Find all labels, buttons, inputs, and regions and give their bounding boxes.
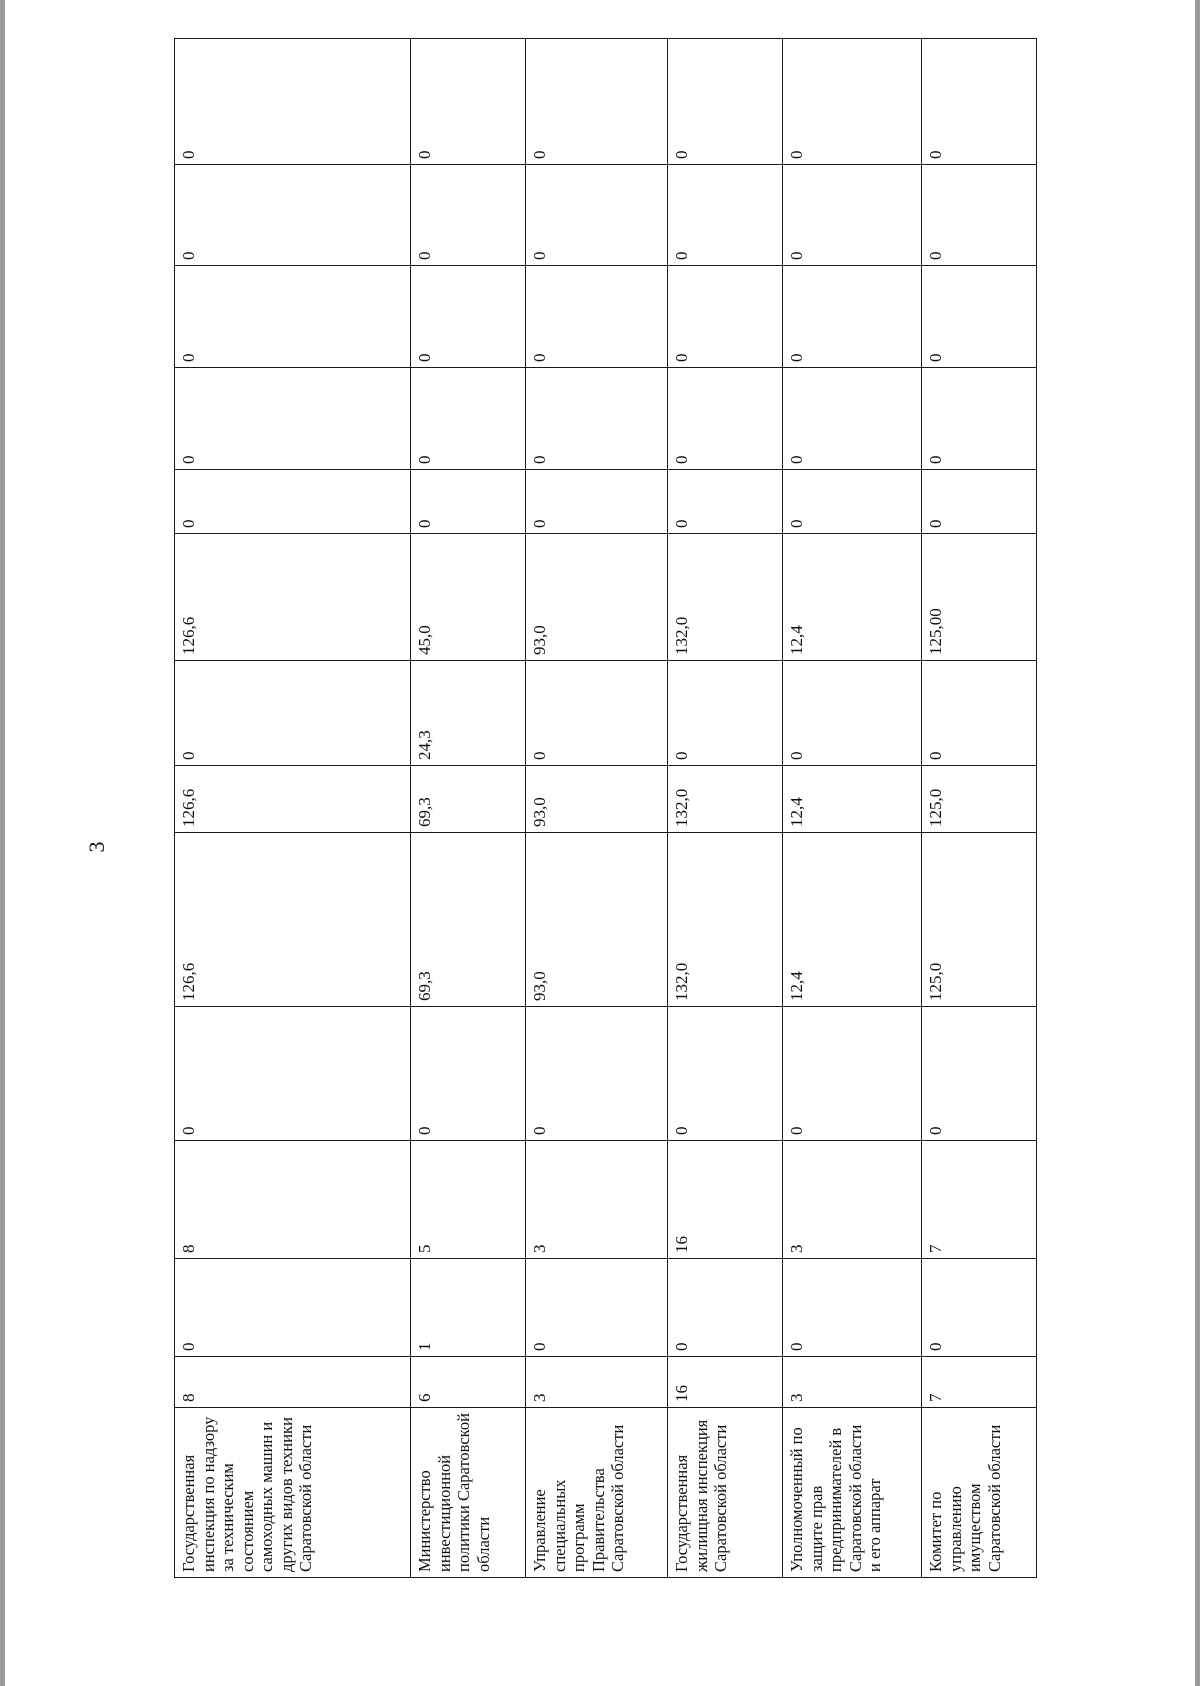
value-cell: 0 [783,165,922,266]
value-cell: 6 [411,1357,526,1408]
value-cell: 12,4 [783,534,922,661]
value-cell: 0 [668,266,783,368]
value-cell: 0 [668,470,783,534]
value-cell: 125,0 [922,833,1037,1007]
page-number: 3 [84,841,109,853]
value-cell: 132,0 [668,534,783,661]
value-cell: 0 [175,266,411,368]
value-cell: 126,6 [175,766,411,833]
value-cell: 0 [411,368,526,470]
value-cell: 0 [175,165,411,266]
value-cell: 5 [411,1141,526,1259]
value-cell: 0 [411,266,526,368]
value-cell: 7 [922,1357,1037,1408]
table-row [922,39,1037,1578]
value-cell: 0 [175,1007,411,1141]
scan-edge-left [0,0,5,1686]
value-cell: 132,0 [668,766,783,833]
value-cell: 125,00 [922,534,1037,661]
value-cell: 0 [783,470,922,534]
value-cell: 16 [668,1141,783,1259]
value-cell: 3 [526,1141,668,1259]
value-cell: 8 [175,1141,411,1259]
value-cell: 0 [175,39,411,165]
value-cell: 0 [922,266,1037,368]
org-name-cell: Уполномоченный по защите прав предпринимателей в Саратовской области и его аппарат [783,1408,922,1578]
value-cell: 0 [783,368,922,470]
value-cell: 93,0 [526,833,668,1007]
value-cell: 126,6 [175,534,411,661]
value-cell: 0 [411,1007,526,1141]
value-cell: 0 [175,1259,411,1357]
value-cell: 0 [175,470,411,534]
data-table [174,38,1037,1578]
value-cell: 0 [668,368,783,470]
value-cell: 0 [411,470,526,534]
table-row [411,39,526,1578]
value-cell: 0 [783,661,922,766]
value-cell: 0 [175,368,411,470]
value-cell: 132,0 [668,833,783,1007]
value-cell: 0 [175,661,411,766]
value-cell: 69,3 [411,833,526,1007]
value-cell: 0 [922,1007,1037,1141]
org-name-cell: Комитет по управлению имуществом Саратовской области [922,1408,1037,1578]
value-cell: 0 [668,165,783,266]
value-cell: 0 [411,39,526,165]
value-cell: 0 [922,1259,1037,1357]
value-cell: 0 [526,368,668,470]
scan-edge-right [1195,0,1200,1686]
value-cell: 126,6 [175,833,411,1007]
table-row [668,39,783,1578]
value-cell: 0 [411,165,526,266]
value-cell: 3 [783,1141,922,1259]
value-cell: 1 [411,1259,526,1357]
value-cell: 0 [526,1259,668,1357]
value-cell: 3 [526,1357,668,1408]
value-cell: 0 [668,1259,783,1357]
value-cell: 125,0 [922,766,1037,833]
value-cell: 0 [526,39,668,165]
value-cell: 0 [526,165,668,266]
value-cell: 0 [526,470,668,534]
value-cell: 0 [922,165,1037,266]
value-cell: 0 [783,39,922,165]
value-cell: 0 [526,1007,668,1141]
value-cell: 24,3 [411,661,526,766]
table-body [175,39,1037,1578]
value-cell: 0 [668,661,783,766]
value-cell: 0 [783,266,922,368]
table-row [175,39,411,1578]
value-cell: 0 [783,1259,922,1357]
value-cell: 0 [668,1007,783,1141]
org-name-cell: Министерство инвестиционной политики Саратовской области [411,1408,526,1578]
value-cell: 12,4 [783,766,922,833]
value-cell: 0 [922,39,1037,165]
value-cell: 0 [922,368,1037,470]
value-cell: 0 [526,266,668,368]
value-cell: 45,0 [411,534,526,661]
value-cell: 8 [175,1357,411,1408]
value-cell: 0 [922,470,1037,534]
value-cell: 0 [668,39,783,165]
value-cell: 12,4 [783,833,922,1007]
value-cell: 69,3 [411,766,526,833]
value-cell: 93,0 [526,534,668,661]
value-cell: 0 [783,1007,922,1141]
table-row [526,39,668,1578]
org-name-cell: Управление специальных программ Правительства Саратовской области [526,1408,668,1578]
rotated-table-wrapper [174,39,1036,1578]
value-cell: 0 [922,661,1037,766]
value-cell: 3 [783,1357,922,1408]
value-cell: 93,0 [526,766,668,833]
org-name-cell: Государственная инспекция по надзору за техническим состоянием самоходных машин и других видов техники Саратовской области [175,1408,411,1578]
org-name-cell: Государственная жилищная инспекция Саратовской области [668,1408,783,1578]
table-row [783,39,922,1578]
value-cell: 7 [922,1141,1037,1259]
value-cell: 16 [668,1357,783,1408]
value-cell: 0 [526,661,668,766]
